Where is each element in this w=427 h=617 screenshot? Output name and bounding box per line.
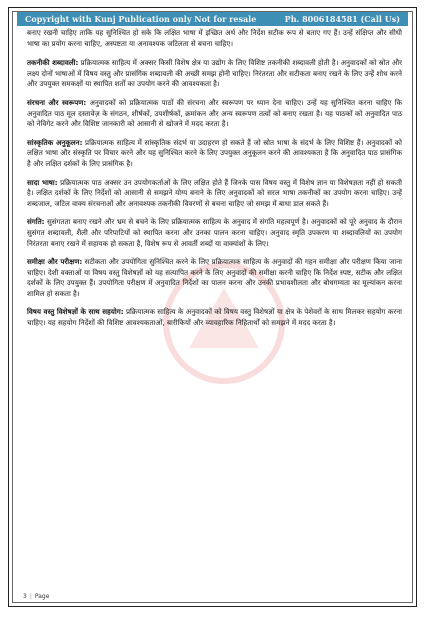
phone-contact: Ph. 8006184581 (Call Us) — [284, 14, 400, 24]
page-footer — [23, 593, 49, 600]
section-term: सादा भाषा: — [27, 177, 58, 187]
intro-paragraph: बनाए रखनी चाहिए ताकि यह सुनिश्चित हो सके कि लक्षित भाषा में इच्छित अर्थ और निर्देश सटीक रूप से बताए गए हैं। उन्हें संक्षिप्त और सीधी भाषा का प्रयोग करना चाहिए, अस्पष्टता या अनावश्यक जटिलता से बचना चाहिए। — [27, 28, 402, 48]
section-term: तकनीकी शब्दावली: — [27, 58, 79, 68]
section-term: संरचना और स्वरूपण: — [27, 97, 87, 107]
section-text: सटीकता और उपयोगिता सुनिश्चित करने के लिए प्रक्रियात्मक साहित्य के अनुवादों की गहन समीक्षा और परीक्षण किया जाना चाहिए। देशी वक्ताओं या विषय वस्तु विशेषज्ञों को यह सत्यापित करने के लिए अनुवादों की समीक्षा करनी चाहिए कि निर्देश स्पष्ट, सटीक और लक्षित दर्शकों के लिए उपयुक्त हैं। उपयोगिता परीक्षण में अनुवादित निर्देशों का पालन करना और उनकी प्रभावशीलता और बोधगम्यता का मूल्यांकन करना शामिल हो सकता है। — [27, 257, 402, 298]
section-plain-language — [27, 178, 402, 210]
section-expert-collaboration — [27, 307, 402, 328]
section-text: प्रक्रियात्मक पाठ अक्सर उन उपयोगकर्ताओं के लिए लक्षित होते हैं जिनके पास विषय वस्तु में विशेष ज्ञान या विशेषज्ञता नहीं हो सकती है। लक्षित दर्शकों के लिए निर्देशों को आसानी से समझने योग्य बनाने के लिए अनुवादकों को सरल भाषा तकनीकों का उपयोग करना चाहिए। उन्हें शब्दजाल, जटिल वाक्य संरचनाओं और अनावश्यक तकनीकी विवरणों से बचना चाहिए जो समझ में बाधा डाल सकते हैं। — [27, 177, 402, 208]
section-text: प्रक्रियात्मक साहित्य में अक्सर किसी विशेष क्षेत्र या उद्योग के लिए विशिष्ट तकनीकी शब्दावली होती है। अनुवादकों को स्रोत और लक्ष्य दोनों भाषाओं में विषय वस्तु और प्रासंगिक शब्दावली की अच्छी समझ होनी चाहिए। निरंतरता और सटीकता बनाए रखने के लिए उन्हें शोध करने और उपयुक्त समकक्षों या स्थापित शर्तों का उपयोग करने की आवश्यकता है। — [27, 58, 402, 89]
section-text: प्रक्रियात्मक साहित्य के अनुवादकों को विषय वस्तु विशेषज्ञों या क्षेत्र के पेशेवरों के साथ मिलकर सहयोग करना चाहिए। यह सहयोग निर्देशों की विशिष्ट आवश्यकताओं, बारीकियों और व्यावहारिक निहितार्थों को समझने में मदद करता है। — [27, 307, 402, 328]
page-header-banner — [17, 12, 408, 26]
section-review-testing — [27, 257, 402, 299]
page-body — [27, 28, 402, 337]
section-structure-formatting — [27, 98, 402, 130]
page-label: Page — [34, 593, 50, 600]
document-page — [8, 7, 417, 607]
page-number: 3 — [23, 593, 27, 600]
copyright-notice: Copyright with Kunj Publication only Not for resale — [25, 14, 257, 24]
section-text: अनुवादकों को प्रक्रियात्मक पाठों की संरचना और स्वरूपण पर ध्यान देना चाहिए। उन्हें यह सुनिश्चित करना चाहिए कि अनुवादित पाठ मूल दस्तावेज़ के संगठन, शीर्षकों, उपशीर्षकों, क्रमांकन और अन्य स्वरूपण तत्वों को बनाए रखता है। यह पाठकों को अनुवादित पाठ को नेविगेट करने और विशिष्ट जानकारी को आसानी से खोजने में मदद करता है। — [27, 97, 402, 129]
section-term: समीक्षा और परीक्षण: — [27, 257, 83, 267]
section-consistency — [27, 217, 402, 249]
section-term: विषय वस्तु विशेषज्ञों के साथ सहयोग: — [27, 307, 124, 317]
footer-separator: | — [29, 593, 32, 600]
section-text: सुसंगतता बनाए रखने और भ्रम से बचने के लिए प्रक्रियात्मक साहित्य के अनुवाद में संगति महत्वपूर्ण है। अनुवादकों को पूरे अनुवाद के दौरान सुसंगत शब्दावली, शैली और परिपाटियों को स्थापित करना और उनका पालन करना चाहिए। अनुवाद स्मृति उपकरण या शब्दावलियों का उपयोग निरंतरता बनाए रखने में सहायक हो सकता है, विशेष रूप से आवर्ती शब्दों या वाक्यांशों के लिए। — [27, 217, 402, 248]
section-term: सांस्कृतिक अनुकूलन: — [27, 137, 83, 147]
section-text: प्रक्रियात्मक साहित्य में सांस्कृतिक संदर्भ या उदाहरण हो सकते हैं जो स्रोत भाषा के संदर्भ के लिए विशिष्ट हैं। अनुवादकों को लक्षित भाषा और संस्कृति पर विचार करने और यह सुनिश्चित करने के लिए उपयुक्त अनुकूलन करने की आवश्यकता है कि अनुवादित पाठ प्रासंगिक है और लक्षित दर्शकों के लिए प्रासंगिक है। — [27, 137, 402, 168]
section-term: संगति: — [27, 217, 45, 227]
section-cultural-adaptation — [27, 138, 402, 170]
section-technical-vocabulary — [27, 58, 402, 90]
